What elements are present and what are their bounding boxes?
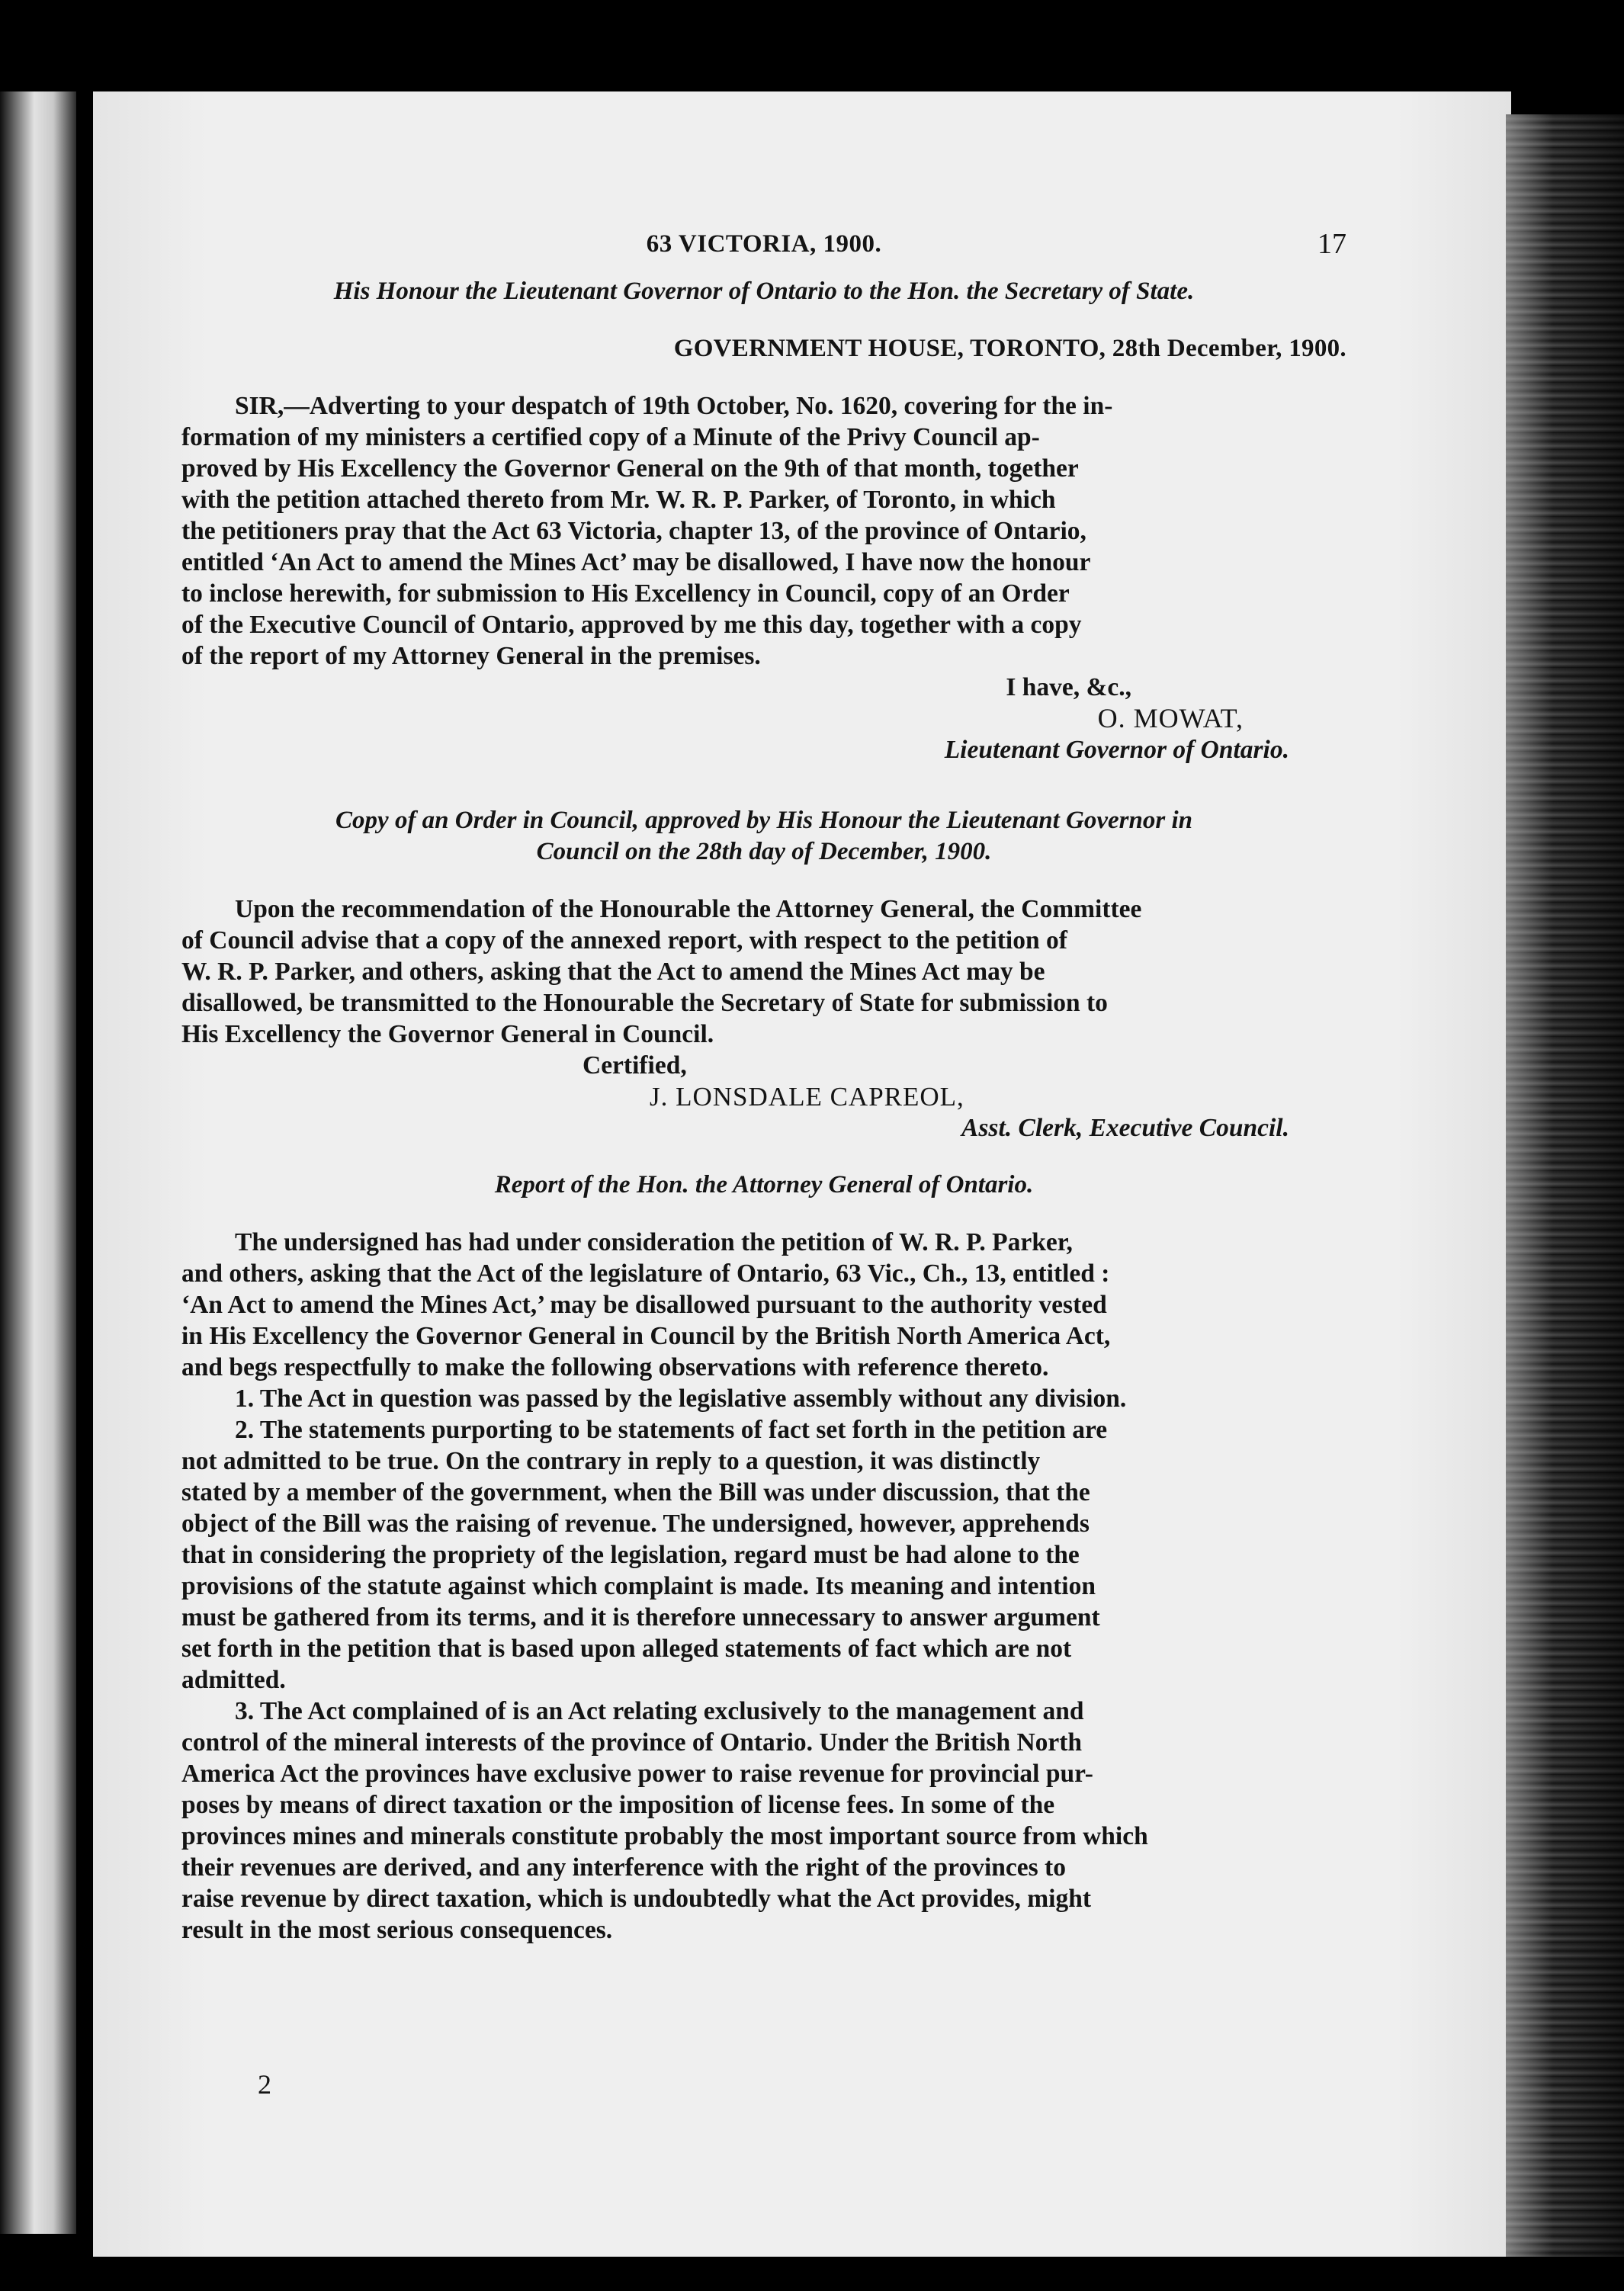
report-intro xyxy=(181,1227,1346,1383)
order-line: disallowed, be transmitted to the Honourable the Secretary of State for submission to xyxy=(181,989,1108,1017)
letter-address: GOVERNMENT HOUSE, TORONTO, 28th December, 1900. xyxy=(673,335,1346,362)
report-line: in His Excellency the Governor General in Council by the British North America Act, xyxy=(181,1322,1111,1350)
order-body xyxy=(181,894,1346,1050)
report-point-1: 1. The Act in question was passed by the legislative assembly without any division. xyxy=(235,1385,1127,1413)
letter-signatory: O. MOWAT, xyxy=(1097,703,1244,733)
order-line: W. R. P. Parker, and others, asking that the Act to amend the Mines Act may be xyxy=(181,958,1045,986)
report-line: provisions of the statute against which complaint is made. Its meaning and intention xyxy=(181,1572,1096,1600)
letter-line: entitled ‘An Act to amend the Mines Act’ may be disallowed, I have now the honour xyxy=(181,548,1091,576)
page-number: 17 xyxy=(1317,228,1346,260)
letter-body xyxy=(181,390,1346,672)
report-line: object of the Bill was the raising of revenue. The undersigned, however, apprehends xyxy=(181,1510,1090,1538)
signature-mark: 2 xyxy=(258,2069,271,2100)
report-point-2 xyxy=(181,1414,1346,1696)
letter-line: formation of my ministers a certified copy of a Minute of the Privy Council ap- xyxy=(181,423,1040,451)
book-left-edge xyxy=(0,91,76,2234)
scan-bottom-border xyxy=(0,2257,1624,2291)
letter-heading: His Honour the Lieutenant Governor of Ontario to the Hon. the Secretary of State. xyxy=(333,278,1195,305)
report-line: result in the most serious consequences. xyxy=(181,1916,613,1944)
report-line: poses by means of direct taxation or the imposition of license fees. In some of the xyxy=(181,1791,1055,1819)
order-line: His Excellency the Governor General in Council. xyxy=(181,1020,714,1048)
report-heading: Report of the Hon. the Attorney General of Ontario. xyxy=(494,1171,1034,1198)
page-content xyxy=(181,229,1346,1946)
letter-line: to inclose herewith, for submission to His Excellency in Council, copy of an Order xyxy=(181,579,1070,608)
report-line: raise revenue by direct taxation, which is undoubtedly what the Act provides, might xyxy=(181,1885,1092,1913)
order-heading-line1: Copy of an Order in Council, approved by His Honour the Lieutenant Governor in xyxy=(335,807,1192,834)
report-line: and begs respectfully to make the following observations with reference thereto. xyxy=(181,1353,1049,1381)
report-line: 2. The statements purporting to be statements of fact set forth in the petition are xyxy=(235,1416,1108,1444)
order-certified: Certified, xyxy=(583,1051,687,1080)
report-line: not admitted to be true. On the contrary in reply to a question, it was distinctly xyxy=(181,1447,1041,1475)
report-line: 3. The Act complained of is an Act relating exclusively to the management and xyxy=(235,1697,1084,1725)
report-line: ‘An Act to amend the Mines Act,’ may be disallowed pursuant to the authority vested xyxy=(181,1291,1107,1319)
report-line: that in considering the propriety of the legislation, regard must be had alone to the xyxy=(181,1541,1080,1569)
report-line: their revenues are derived, and any interference with the right of the provinces to xyxy=(181,1853,1066,1882)
report-line: stated by a member of the government, when the Bill was under discussion, that the xyxy=(181,1478,1090,1506)
order-signatory: J. LONSDALE CAPREOL, xyxy=(650,1082,964,1112)
report-point-3 xyxy=(181,1696,1346,1946)
order-heading-line2: Council on the 28th day of December, 1900. xyxy=(536,838,992,865)
letter-line: proved by His Excellency the Governor General on the 9th of that month, together xyxy=(181,454,1079,483)
report-line: set forth in the petition that is based upon alleged statements of fact which are not xyxy=(181,1635,1072,1663)
report-line: control of the mineral interests of the province of Ontario. Under the British North xyxy=(181,1728,1083,1757)
report-line: admitted. xyxy=(181,1666,286,1694)
report-line: America Act the provinces have exclusive power to raise revenue for provincial pur- xyxy=(181,1760,1093,1788)
order-line: Upon the recommendation of the Honourable the Attorney General, the Committee xyxy=(235,895,1142,923)
letter-line: the petitioners pray that the Act 63 Victoria, chapter 13, of the province of Ontario, xyxy=(181,517,1086,545)
report-line: provinces mines and minerals constitute probably the most important source from which xyxy=(181,1822,1148,1850)
report-line: must be gathered from its terms, and it is therefore unnecessary to answer argument xyxy=(181,1603,1100,1632)
report-line: The undersigned has had under consideration the petition of W. R. P. Parker, xyxy=(235,1228,1073,1256)
letter-signatory-title: Lieutenant Governor of Ontario. xyxy=(944,736,1289,764)
running-head-title: 63 VICTORIA, 1900. xyxy=(646,230,882,258)
letter-closing: I have, &c., xyxy=(1006,673,1131,701)
order-signatory-title: Asst. Clerk, Executive Council. xyxy=(961,1114,1289,1142)
letter-line: of the Executive Council of Ontario, approved by me this day, together with a copy xyxy=(181,611,1082,639)
order-line: of Council advise that a copy of the annexed report, with respect to the petition of xyxy=(181,926,1067,955)
book-page-edges-shading xyxy=(1506,114,1624,2280)
report-line: and others, asking that the Act of the legislature of Ontario, 63 Vic., Ch., 13, entitled : xyxy=(181,1259,1110,1288)
letter-line: SIR,—Adverting to your despatch of 19th October, No. 1620, covering for the in- xyxy=(235,392,1113,420)
letter-line: of the report of my Attorney General in the premises. xyxy=(181,642,761,670)
running-head xyxy=(181,229,1346,262)
letter-line: with the petition attached thereto from Mr. W. R. P. Parker, of Toronto, in which xyxy=(181,486,1056,514)
